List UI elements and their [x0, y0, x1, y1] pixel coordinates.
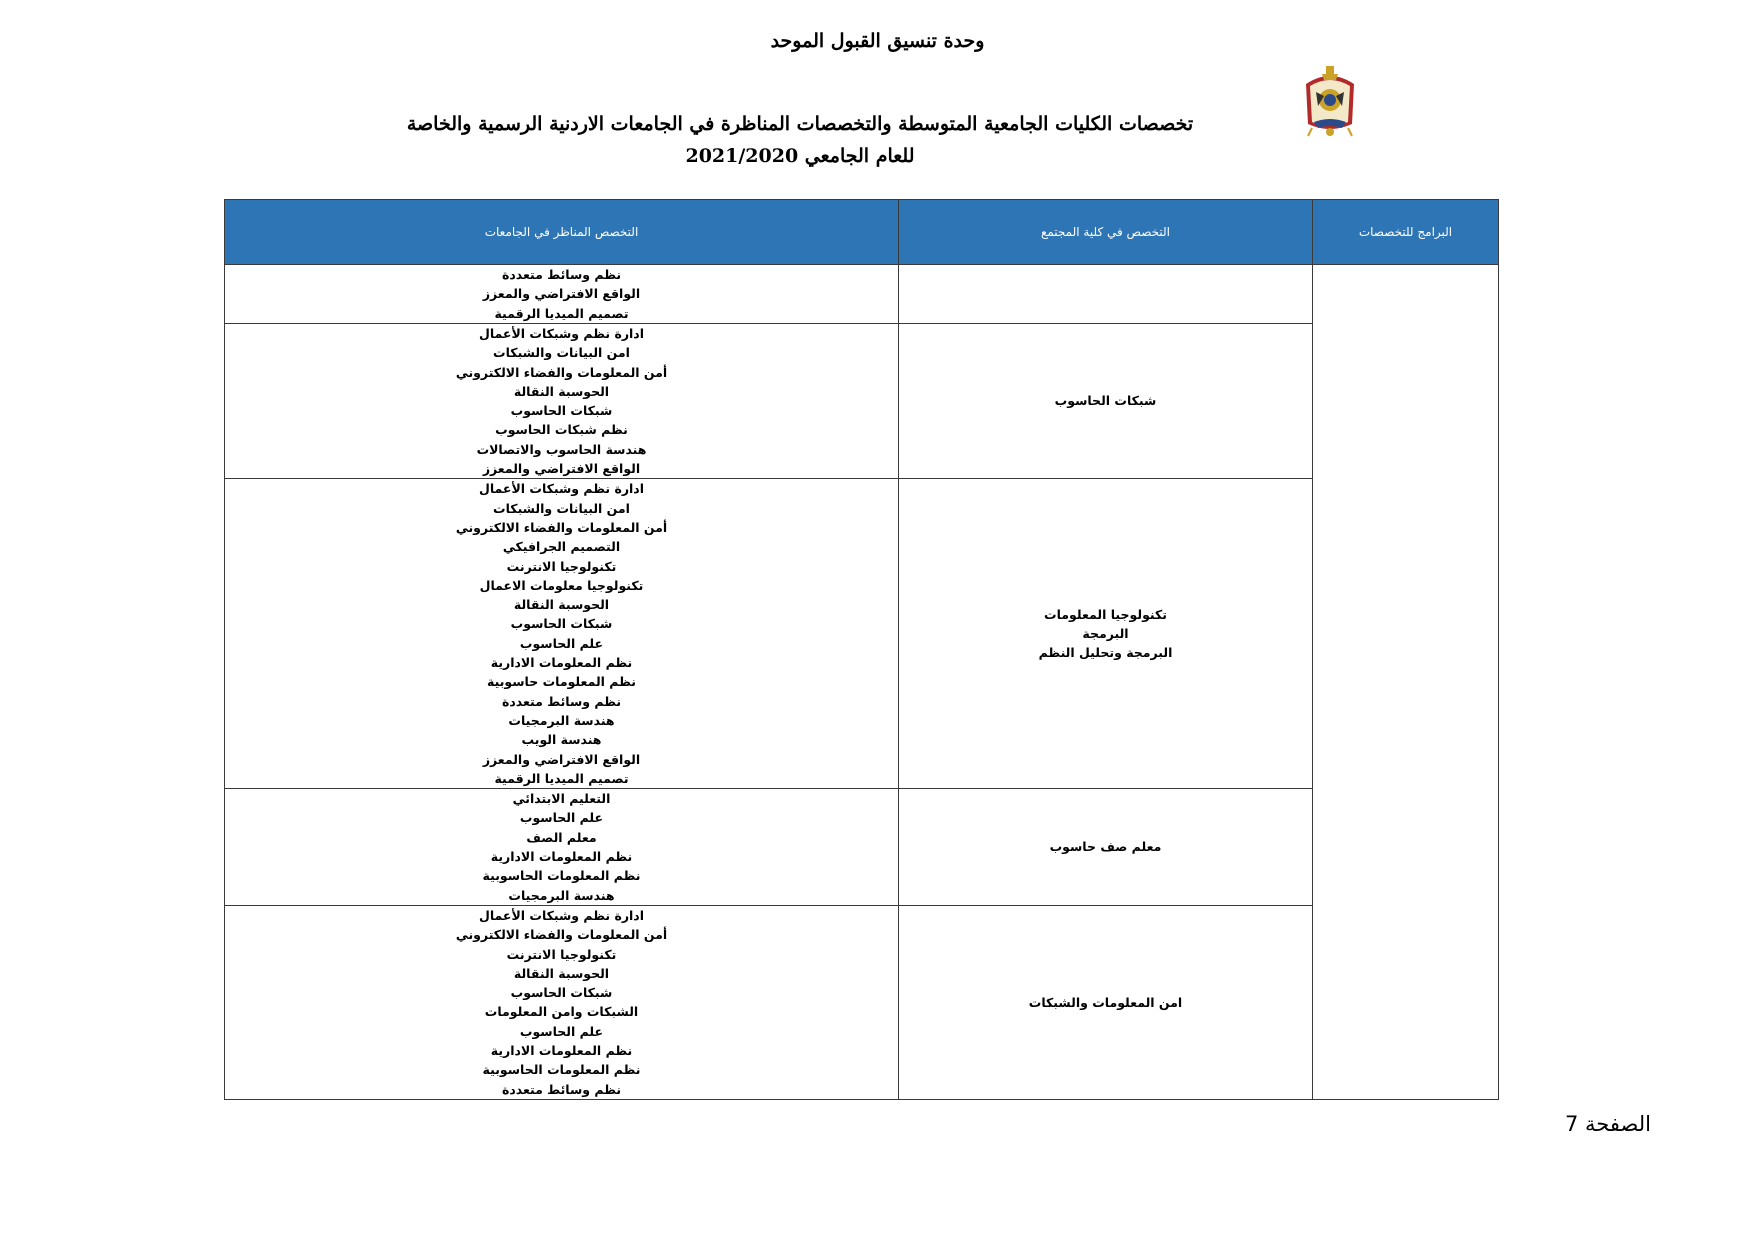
- college-major-cell: [899, 265, 1313, 324]
- majors-table: [224, 199, 1499, 1100]
- table-row: [225, 789, 1499, 906]
- table-row: [225, 905, 1499, 1099]
- university-majors-cell: [225, 905, 899, 1099]
- university-major: هندسة البرمجيات: [508, 712, 615, 728]
- university-major: تكنولوجيا معلومات الاعمال: [479, 577, 644, 593]
- university-majors-cell: [225, 789, 899, 906]
- university-major: نظم وسائط متعددة: [501, 693, 622, 709]
- university-major: شبكات الحاسوب: [510, 403, 613, 419]
- college-major: البرمجة: [1082, 626, 1129, 642]
- college-major: امن المعلومات والشبكات: [1028, 994, 1183, 1010]
- university-major: نظم وسائط متعددة: [501, 1081, 622, 1097]
- university-major: نظم المعلومات الحاسوبية: [482, 1062, 641, 1078]
- university-major: شبكات الحاسوب: [510, 985, 613, 1001]
- college-major-cell: [899, 789, 1313, 906]
- university-major: نظم المعلومات الحاسوبية: [482, 868, 641, 884]
- university-major: أمن المعلومات والفضاء الالكتروني: [455, 519, 668, 535]
- university-major: التصميم الجرافيكي: [502, 539, 621, 555]
- university-major: الواقع الافتراضي والمعزز: [482, 286, 641, 302]
- programs-cell: [1313, 265, 1499, 1100]
- college-major-cell: [899, 905, 1313, 1099]
- university-major: أمن المعلومات والفضاء الالكتروني: [455, 364, 668, 380]
- university-major: نظم المعلومات حاسوبية: [487, 674, 636, 690]
- title-line-2: للعام الجامعي 2021/2020: [685, 145, 915, 167]
- university-major: ادارة نظم وشبكات الأعمال: [478, 325, 645, 341]
- table-row: [225, 323, 1499, 478]
- university-major: امن البيانات والشبكات: [493, 345, 630, 361]
- table-row: [225, 265, 1499, 324]
- university-major: التعليم الابتدائي: [512, 791, 611, 807]
- university-major: علم الحاسوب: [519, 635, 604, 651]
- university-majors-cell: [225, 323, 899, 478]
- college-major: معلم صف حاسوب: [1049, 839, 1162, 855]
- college-major: تكنولوجيا المعلومات: [1044, 606, 1167, 622]
- university-major: الحوسبة النقالة: [513, 965, 610, 981]
- university-major: نظم المعلومات الادارية: [490, 1043, 633, 1059]
- university-major: الواقع الافتراضي والمعزز: [482, 461, 641, 476]
- university-major: الحوسبة النقالة: [513, 597, 610, 613]
- university-major: امن البيانات والشبكات: [493, 500, 630, 516]
- table-header-row: [225, 200, 1499, 265]
- university-majors-cell: [225, 265, 899, 324]
- university-major: الحوسبة النقالة: [513, 383, 610, 399]
- university-major: ادارة نظم وشبكات الأعمال: [478, 907, 645, 923]
- university-major: نظم وسائط متعددة: [501, 267, 622, 282]
- university-major: تصميم الميديا الرقمية: [494, 305, 629, 321]
- unit-title: وحدة تنسيق القبول الموحد: [770, 30, 985, 52]
- college-major-cell: [899, 323, 1313, 478]
- university-major: نظم شبكات الحاسوب: [495, 422, 628, 438]
- university-major: شبكات الحاسوب: [510, 616, 613, 632]
- university-major: ادارة نظم وشبكات الأعمال: [478, 481, 645, 497]
- header-university-major: التخصص المناظر في الجامعات: [225, 200, 899, 265]
- university-major: نظم المعلومات الادارية: [490, 849, 633, 865]
- document-title: [300, 108, 1300, 172]
- title-line-1: تخصصات الكليات الجامعية المتوسطة والتخصصات المناظرة في الجامعات الاردنية الرسمية والخاصة: [406, 113, 1194, 135]
- university-major: علم الحاسوب: [519, 1023, 604, 1039]
- university-major: هندسة الحاسوب والاتصالات: [476, 441, 647, 457]
- university-major: نظم المعلومات الادارية: [490, 655, 633, 671]
- university-major: معلم الصف: [526, 829, 597, 845]
- university-major: الشبكات وامن المعلومات: [484, 1004, 639, 1020]
- page-number: الصفحة 7: [1565, 1112, 1651, 1136]
- university-major: الواقع الافتراضي والمعزز: [482, 751, 641, 767]
- university-major: أمن المعلومات والفضاء الالكتروني: [455, 927, 668, 943]
- college-major-cell: [899, 479, 1313, 789]
- university-majors-cell: [225, 479, 899, 789]
- university-major: هندسة الويب: [521, 732, 602, 748]
- college-major: شبكات الحاسوب: [1054, 393, 1157, 409]
- university-major: علم الحاسوب: [519, 810, 604, 826]
- university-major: تصميم الميديا الرقمية: [494, 770, 629, 786]
- header-college-major: التخصص في كلية المجتمع: [899, 200, 1313, 265]
- university-major: هندسة البرمجيات: [508, 887, 615, 903]
- college-major: البرمجة وتحليل النظم: [1038, 645, 1173, 661]
- university-major: تكنولوجيا الانترنت: [506, 946, 617, 962]
- university-major: تكنولوجيا الانترنت: [506, 558, 617, 574]
- table-row: [225, 479, 1499, 789]
- jordan-coat-of-arms-icon: [1296, 62, 1364, 140]
- header-programs: البرامج للتخصصات: [1313, 200, 1499, 265]
